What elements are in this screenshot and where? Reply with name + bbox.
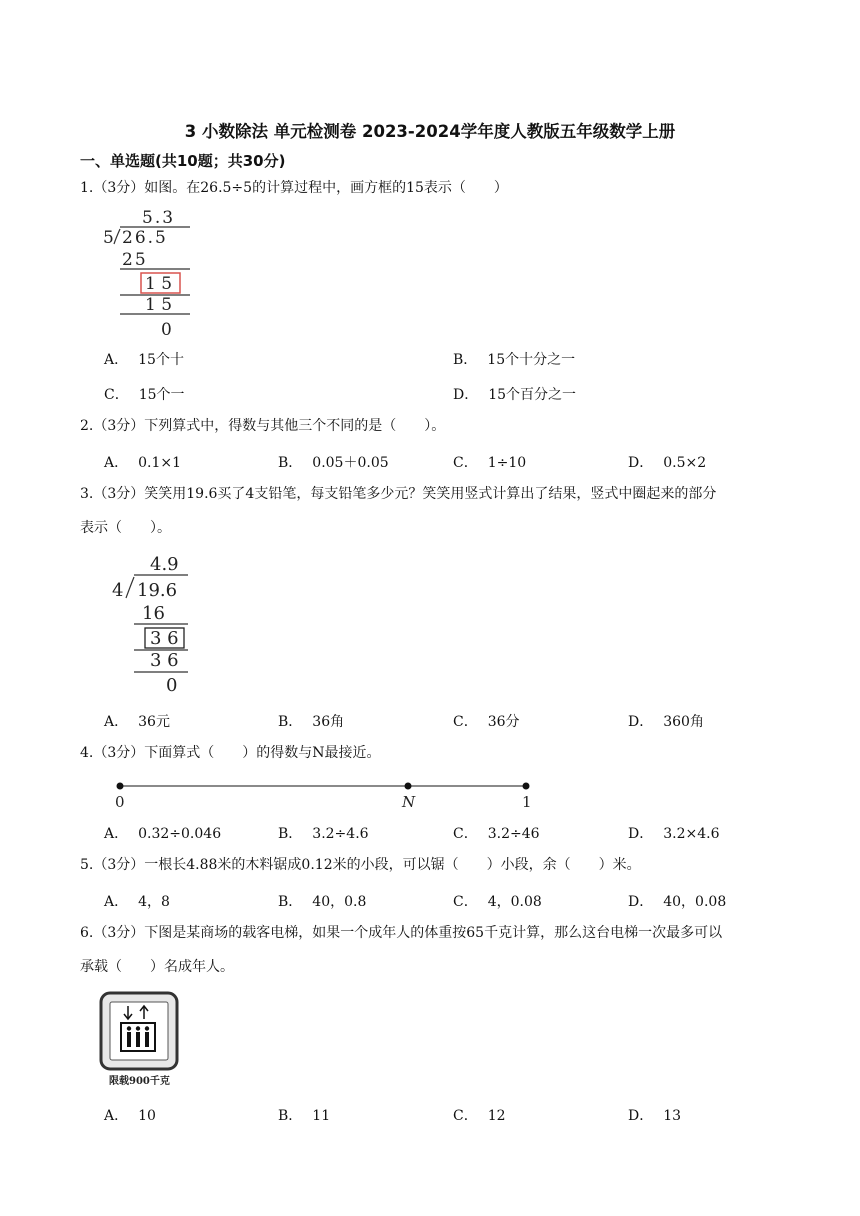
option-key: D． (453, 387, 479, 403)
option-key: A． (104, 714, 129, 730)
q6-option-a[interactable] (104, 1105, 156, 1125)
number-line-point-n (405, 783, 412, 790)
option-key: D． (628, 894, 654, 910)
q4-option-d[interactable] (628, 823, 720, 843)
q3-quotient: 4.9 (150, 554, 179, 575)
option-key: C． (453, 455, 478, 471)
q5-option-b[interactable] (278, 891, 366, 911)
option-key: A． (104, 826, 129, 842)
question-6-elevator-sign (98, 990, 182, 1090)
option-key: B． (278, 714, 303, 730)
number-line-label-n: N (402, 793, 416, 811)
option-text: 15个十 (138, 352, 184, 368)
q3-dividend: 19.6 (137, 580, 178, 601)
q3-option-d[interactable] (628, 711, 704, 731)
q6-option-c[interactable] (453, 1105, 506, 1125)
option-key: B． (278, 826, 303, 842)
q1-option-c[interactable] (104, 384, 185, 404)
number-line-label-1: 1 (522, 793, 532, 811)
option-text: 4，8 (138, 894, 170, 910)
question-4-number-line (108, 778, 548, 812)
option-text: 360角 (663, 714, 704, 730)
q2-option-c[interactable] (453, 452, 526, 472)
q3-divisor: 4 (112, 580, 124, 601)
q4-option-b[interactable] (278, 823, 369, 843)
question-2-text: 2.（3分）下列算式中，得数与其他三个不同的是（ ）。 (80, 418, 446, 434)
option-text: 0.1×1 (138, 455, 182, 471)
page-title: 3 小数除法 单元检测卷 2023-2024学年度人教版五年级数学上册 (184, 122, 676, 141)
question-6-text-line2: 承载（ ）名成年人。 (80, 959, 234, 975)
q1-line1: 25 (122, 250, 148, 270)
elevator-capacity-caption: 限载900千克 (109, 1076, 170, 1087)
option-key: B． (278, 894, 303, 910)
q1-option-d[interactable] (453, 384, 576, 404)
option-text: 4，0.08 (487, 894, 542, 910)
q3-boxed-digits: 3 6 (150, 628, 179, 649)
option-key: D． (628, 826, 654, 842)
option-key: B． (278, 1108, 303, 1124)
elevator-icon (101, 993, 177, 1069)
number-line-point-1 (523, 783, 530, 790)
q6-option-d[interactable] (628, 1105, 681, 1125)
question-1-text: 1.（3分）如图。在26.5÷5的计算过程中，画方框的15表示（ ） (80, 180, 508, 196)
option-text: 15个一 (138, 387, 185, 403)
option-text: 1÷10 (487, 455, 527, 471)
option-text: 13 (663, 1108, 682, 1124)
number-line-point-0 (117, 783, 124, 790)
section-heading: 一、单选题(共10题；共30分) (80, 152, 286, 170)
option-key: B． (278, 455, 303, 471)
question-5-text: 5.（3分）一根长4.88米的木料锯成0.12米的小段，可以锯（ ）小段，余（ ）米。 (80, 857, 641, 873)
q3-remainder: 0 (166, 675, 178, 694)
option-text: 36元 (138, 714, 170, 730)
option-key: A． (104, 352, 129, 368)
q2-option-a[interactable] (104, 452, 181, 472)
option-key: C． (453, 826, 478, 842)
question-3-text-line2: 表示（ ）。 (80, 520, 171, 536)
q1-quotient: 5.3 (142, 208, 176, 228)
question-4-text: 4.（3分）下面算式（ ）的得数与N最接近。 (80, 745, 381, 761)
q1-line3: 1 5 (145, 295, 173, 315)
option-text: 12 (487, 1108, 506, 1124)
option-text: 15个百分之一 (488, 387, 577, 403)
option-text: 36分 (487, 714, 520, 730)
option-key: A． (104, 455, 129, 471)
q1-divisor: 5 (103, 228, 114, 248)
q3-option-a[interactable] (104, 711, 170, 731)
q2-option-b[interactable] (278, 452, 389, 472)
question-3-long-division (108, 552, 198, 694)
option-text: 0.32÷0.046 (138, 826, 222, 842)
option-text: 11 (312, 1108, 331, 1124)
q5-option-d[interactable] (628, 891, 726, 911)
q3-line1: 16 (142, 603, 165, 624)
q3-option-b[interactable] (278, 711, 344, 731)
q4-option-a[interactable] (104, 823, 221, 843)
option-text: 40，0.8 (312, 894, 367, 910)
q1-boxed-digits: 1 5 (145, 274, 173, 294)
question-3-text-line1: 3.（3分）笑笑用19.6买了4支铅笔，每支铅笔多少元？笑笑用竖式计算出了结果，竖式中圈起来的部分 (80, 486, 717, 502)
q6-option-b[interactable] (278, 1105, 330, 1125)
option-text: 0.05＋0.05 (312, 455, 389, 471)
option-text: 10 (138, 1108, 156, 1124)
q3-line3: 3 6 (150, 650, 179, 671)
question-6-text-line1: 6.（3分）下图是某商场的载客电梯，如果一个成年人的体重按65千克计算，那么这台电梯一次最多可以 (80, 925, 723, 941)
q5-option-a[interactable] (104, 891, 170, 911)
option-key: A． (104, 1108, 129, 1124)
option-text: 3.2÷4.6 (312, 826, 369, 842)
q1-remainder: 0 (161, 320, 172, 340)
option-key: C． (453, 894, 478, 910)
option-key: D． (628, 714, 654, 730)
option-text: 36角 (312, 714, 345, 730)
option-key: B． (453, 352, 478, 368)
q2-option-d[interactable] (628, 452, 706, 472)
question-1-long-division (100, 206, 200, 342)
q1-option-a[interactable] (104, 349, 184, 369)
option-key: D． (628, 1108, 654, 1124)
option-key: D． (628, 455, 654, 471)
option-key: C． (453, 1108, 478, 1124)
q1-dividend: 26.5 (122, 228, 168, 248)
option-text: 15个十分之一 (487, 352, 576, 368)
q1-option-b[interactable] (453, 349, 575, 369)
option-key: A． (104, 894, 129, 910)
option-text: 0.5×2 (663, 455, 707, 471)
option-key: C． (453, 714, 478, 730)
q3-option-c[interactable] (453, 711, 520, 731)
option-text: 3.2÷46 (487, 826, 540, 842)
number-line-label-0: 0 (115, 793, 125, 811)
option-text: 3.2×4.6 (663, 826, 720, 842)
q4-option-c[interactable] (453, 823, 540, 843)
q5-option-c[interactable] (453, 891, 542, 911)
option-key: C． (104, 387, 129, 403)
option-text: 40，0.08 (663, 894, 727, 910)
